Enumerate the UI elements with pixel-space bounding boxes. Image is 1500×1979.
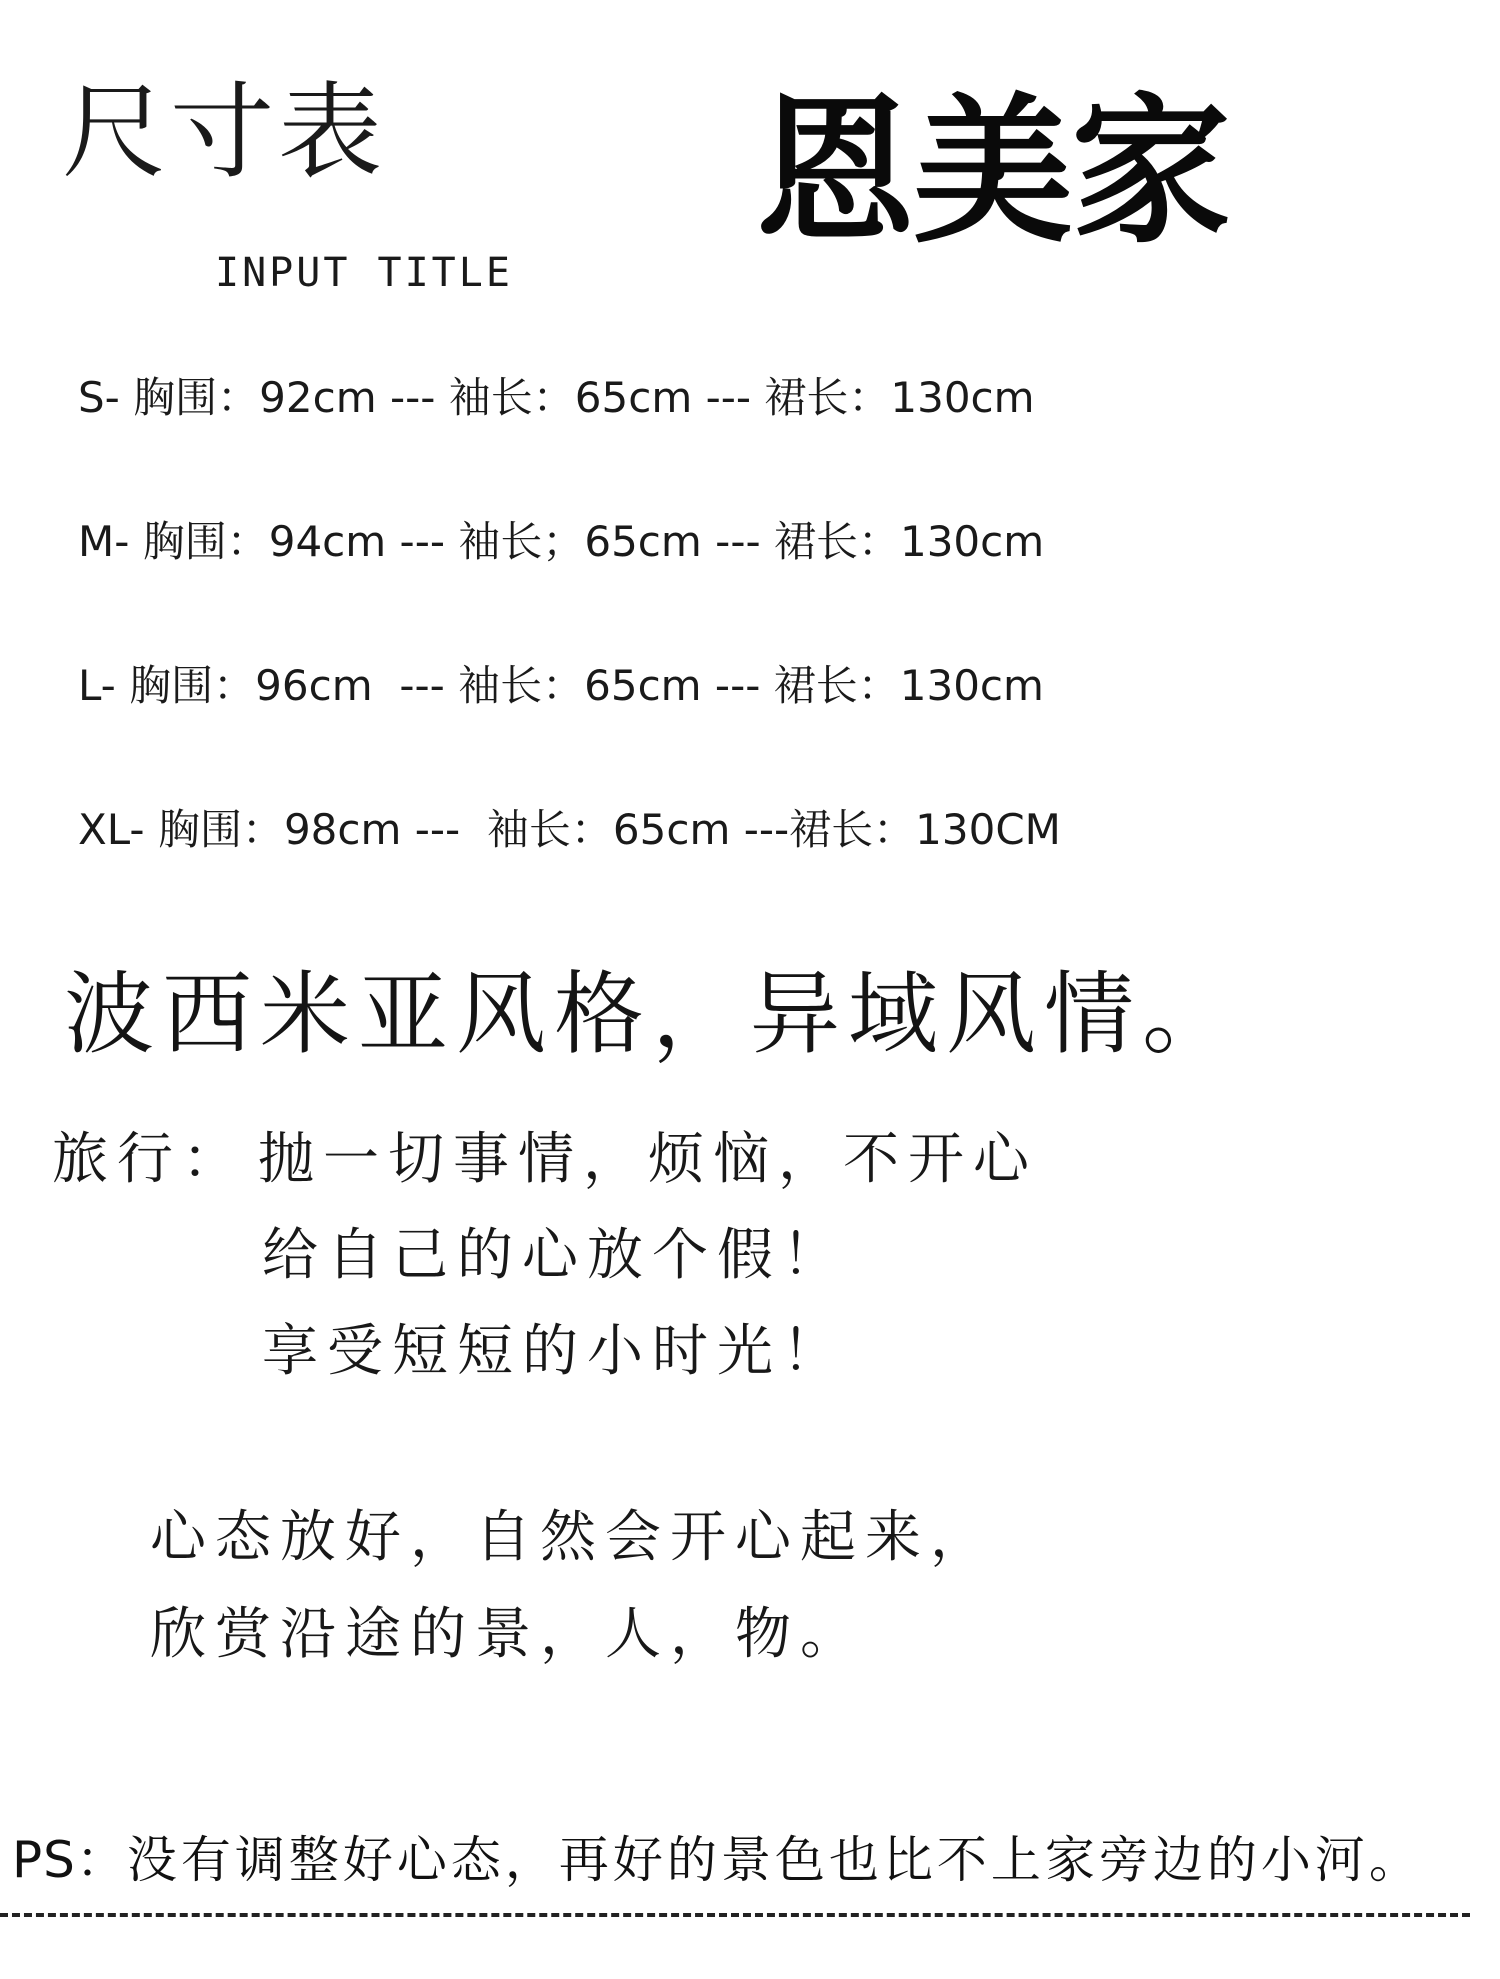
- travel-line-2: 给自己的心放个假！: [262, 1223, 847, 1288]
- size-row-s: S- 胸围：92cm --- 袖长：65cm --- 裙长：130cm: [78, 373, 1035, 422]
- mindset-line-2: 欣赏沿途的景，人，物。: [150, 1602, 865, 1667]
- travel-label: 旅行：: [52, 1127, 247, 1192]
- travel-line-1: 抛一切事情，烦恼，不开心: [258, 1127, 1038, 1192]
- size-chart-title: 尺寸表: [62, 71, 387, 193]
- size-row-xl: XL- 胸围：98cm --- 袖长：65cm ---裙长：130CM: [78, 805, 1061, 854]
- mindset-line-1: 心态放好，自然会开心起来，: [150, 1505, 995, 1570]
- travel-line-3: 享受短短的小时光！: [262, 1319, 847, 1384]
- dashed-divider: [0, 1913, 1470, 1917]
- brand-name: 恩美家: [755, 78, 1230, 265]
- slogan: 波西米亚风格，异域风情。: [64, 962, 1240, 1067]
- placeholder-title: INPUT TITLE: [215, 250, 513, 296]
- size-row-m: M- 胸围：94cm --- 袖长；65cm --- 裙长：130cm: [78, 517, 1045, 566]
- ps-text: 没有调整好心态，再好的景色也比不上家旁边的小河。: [126, 1831, 1423, 1889]
- ps-label: PS：: [12, 1831, 127, 1889]
- size-row-l: L- 胸围：96cm --- 袖长：65cm --- 裙长：130cm: [78, 661, 1044, 710]
- ps-note: [12, 1831, 1423, 1889]
